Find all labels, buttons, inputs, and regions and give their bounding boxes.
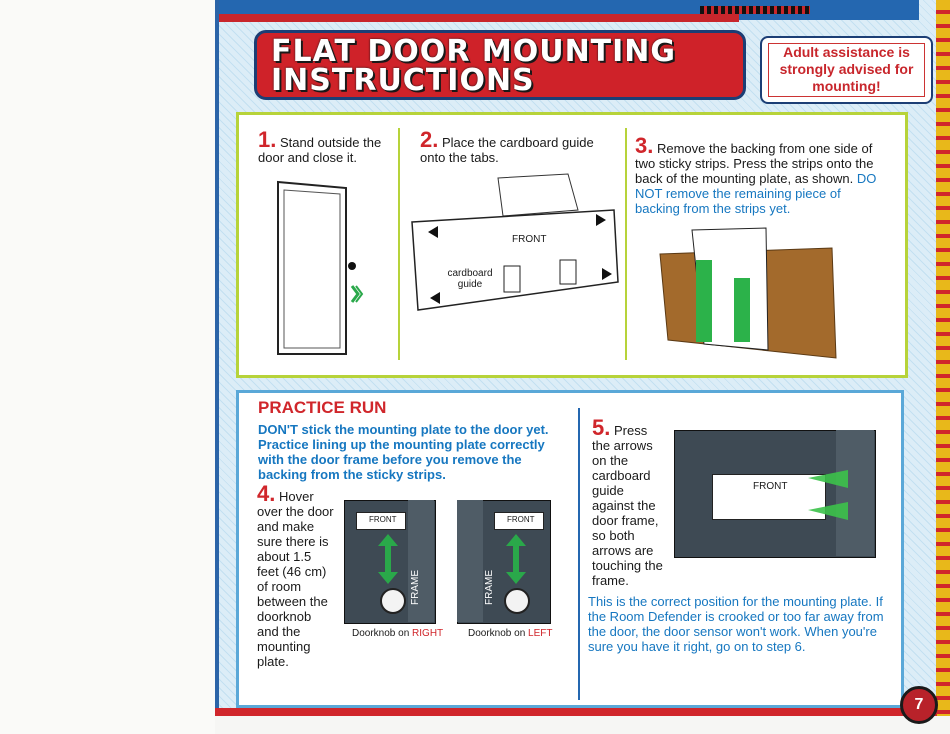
step-5: [592, 415, 668, 588]
plate-left: [356, 512, 406, 530]
step-1-text: Stand outside the door and close it.: [258, 135, 382, 165]
right-stripe: [936, 0, 950, 718]
vertical-arrow-icon: [378, 534, 398, 584]
step-1-number: 1.: [258, 127, 277, 152]
caption-prefix: Doorknob on: [352, 628, 413, 639]
plate-front-label: FRONT: [369, 515, 397, 524]
doorknob-icon: [504, 588, 530, 614]
adult-notice-box: [760, 36, 933, 104]
step-2-text: Place the cardboard guide onto the tabs.: [420, 135, 594, 165]
step-3-number: 3.: [635, 133, 654, 158]
page-number: 7: [900, 686, 938, 724]
step-2-number: 2.: [420, 127, 439, 152]
sticky-strips-illustration: [656, 220, 876, 368]
step-1: [258, 127, 388, 165]
caption-knob-right: [352, 628, 443, 639]
top-bar-accent: [219, 14, 739, 22]
page-border: [215, 0, 219, 718]
caption-side: LEFT: [528, 628, 553, 639]
guide-front-label: FRONT: [512, 234, 547, 245]
scan-bottom: [215, 716, 950, 734]
caption-side: RIGHT: [412, 628, 444, 639]
step-4: [257, 481, 335, 669]
adult-notice: Adult assistance is strongly advised for mounting!: [779, 44, 914, 94]
practice-body: DON'T stick the mounting plate to the door yet. Practice lining up the mounting plate correctly with the door frame before you remove the backing from the sticky strips.: [258, 422, 549, 482]
correct-position-note: This is the correct position for the mounting plate. If the Room Defender is crooked or too far away from the door, the door sensor won't work. When you're sure you have it right, go on to step 6.: [588, 594, 884, 654]
step-5-number: 5.: [592, 415, 611, 440]
step-3-warning: DO NOT remove the remaining piece of backing from the strips yet.: [635, 171, 877, 216]
plate-front-label: FRONT: [507, 515, 535, 524]
frame-strip: [457, 500, 483, 622]
guide-front-label: FRONT: [753, 481, 788, 492]
step-4-text: Hover over the door and make sure there is about 1.5 feet (46 cm) of room between the doorknob and the mounting plate.: [257, 489, 334, 669]
plate-right: [494, 512, 544, 530]
doorknob-icon: [380, 588, 406, 614]
divider: [625, 128, 627, 360]
title-banner: [254, 30, 746, 100]
divider: [578, 408, 580, 700]
divider: [398, 128, 400, 360]
caption-knob-left: [468, 628, 553, 639]
door-illustration: [268, 178, 368, 358]
step-3-text: Remove the backing from one side of two sticky strips. Press the strips onto the back of the mounting plate, as shown.: [635, 141, 874, 186]
practice-heading: PRACTICE RUN: [258, 398, 387, 417]
step-2: [420, 127, 615, 165]
caption-prefix: Doorknob on: [468, 628, 529, 639]
vertical-arrow-icon: [506, 534, 526, 584]
press-arrows-icon: [808, 468, 874, 528]
cardboard-guide-illustration: [408, 170, 623, 320]
frame-label: FRAME: [410, 570, 421, 605]
frame-label: FRAME: [484, 570, 495, 605]
guide-label: cardboard guide: [447, 268, 493, 290]
top-bar-dashes: [700, 6, 810, 14]
step-4-number: 4.: [257, 481, 276, 506]
page-title: FLAT DOOR MOUNTING INSTRUCTIONS: [271, 34, 677, 98]
step-5-text: Press the arrows on the cardboard guide against the door frame, so both arrows are touching the frame.: [592, 423, 663, 588]
scan-margin: [0, 0, 215, 734]
step-3: [635, 133, 883, 216]
